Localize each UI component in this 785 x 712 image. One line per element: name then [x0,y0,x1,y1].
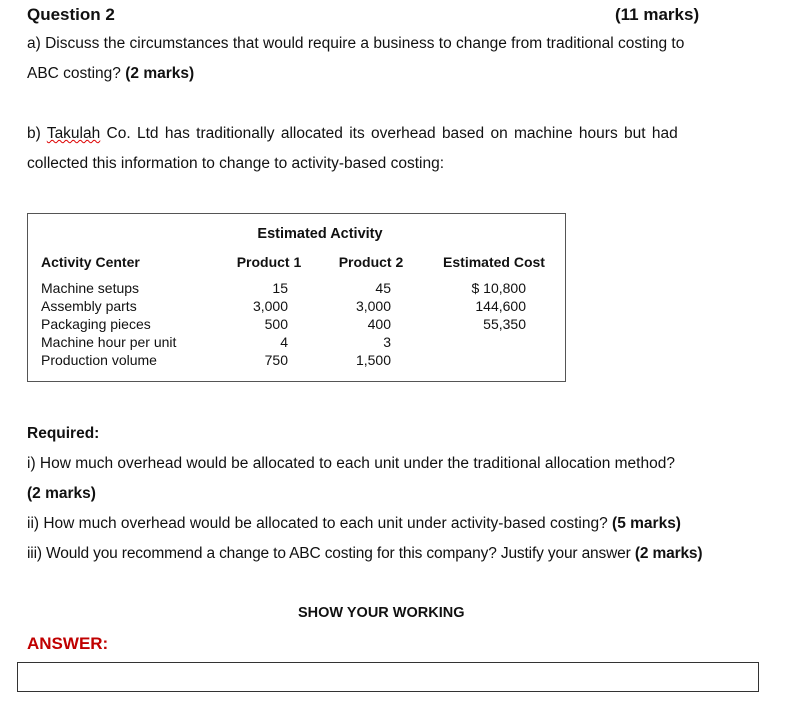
header-activity-center: Activity Center [41,254,140,270]
row-label: Machine setups [41,280,140,296]
row-label: Production volume [41,352,157,368]
part-b-text [27,125,678,143]
required-ii [27,515,681,533]
required-ii-text: ii) How much overhead would be allocated to each unit under activity-based costing? [27,515,608,532]
answer-box[interactable] [17,662,759,692]
row-label: Packaging pieces [41,316,151,332]
header-product-1: Product 1 [236,254,302,270]
row-value: 45 [375,280,391,296]
row-value: 3,000 [355,298,391,314]
row-value: 1,500 [355,352,391,368]
header-estimated-cost: Estimated Cost [443,254,545,270]
row-value: $ 10,800 [471,280,526,296]
row-label: Machine hour per unit [41,334,177,350]
question-marks: (11 marks) [615,5,700,24]
answer-label: ANSWER: [27,634,109,653]
row-value: 3 [383,334,391,350]
part-b-prefix: b) [27,125,47,142]
row-value: 400 [367,316,391,332]
required-ii-marks: (5 marks) [612,515,681,532]
part-a-line2 [27,65,194,83]
part-a-text [27,35,684,53]
required-i: i) How much overhead would be allocated to each unit under the traditional allocation method? [27,455,675,472]
row-value: 55,350 [483,316,526,332]
row-value: 750 [264,352,288,368]
part-b-line1: Co. Ltd has traditionally allocated its overhead based on machine hours but had [100,125,678,142]
row-label: Assembly parts [41,298,137,314]
required-iii-marks: (2 marks) [634,545,703,562]
required-i-marks: (2 marks) [27,485,96,502]
show-working: SHOW YOUR WORKING [298,605,465,621]
row-value: 3,000 [252,298,288,314]
part-a-text2: ABC costing? [27,65,121,82]
row-value: 4 [280,334,288,350]
row-value: 15 [272,280,288,296]
required-iii [27,545,702,563]
question-title: Question 2 [27,5,115,24]
part-a-line1: a) Discuss the circumstances that would require a business to change from traditional costing to [27,35,685,52]
row-value: 500 [264,316,288,332]
part-b-line2: collected this information to change to activity-based costing: [27,155,445,172]
row-value: 144,600 [475,298,526,314]
group-header: Estimated Activity [257,226,383,242]
required-iii-text: iii) Would you recommend a change to ABC costing for this company? Justify your answer [27,545,631,562]
company-name: Takulah [46,125,101,142]
required-label: Required: [27,425,100,442]
part-a-marks: (2 marks) [125,65,195,82]
header-product-2: Product 2 [338,254,404,270]
